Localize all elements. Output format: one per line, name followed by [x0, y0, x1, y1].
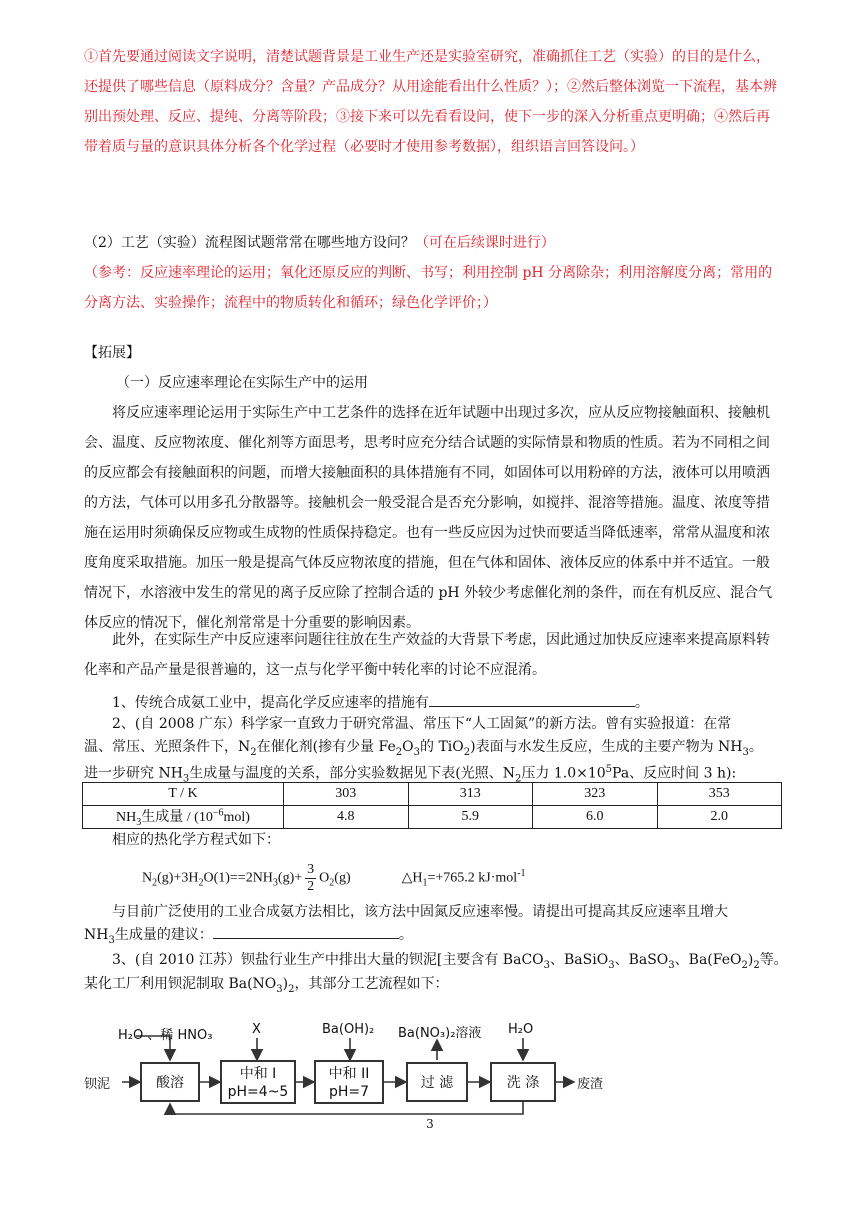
question-2-followup-1: 与目前广泛使用的工业合成氨方法相比，该方法中固氮反应速率慢。请提出可提高其反应速率且增大 — [112, 904, 728, 920]
table-cell: 4.8 — [284, 806, 409, 829]
flow-box-neutralize-2: 中和 II pH=7 — [314, 1060, 384, 1104]
table-cell: 313 — [408, 783, 533, 806]
page-number: 3 — [426, 1117, 434, 1131]
table-cell: 5.9 — [408, 806, 533, 829]
table-cell: 323 — [533, 783, 658, 806]
thermo-intro: 相应的热化学方程式如下： — [112, 832, 280, 848]
table-header-nh3-amount: $NH_3$生成量 / $(10^{-6}mol)$ — [83, 806, 284, 829]
question-2-line-1: 2、(自 2008 广东）科学家一直致力于研究常温、常压下“人工固氮”的新方法。曾有实验报道：在常 — [112, 716, 732, 732]
flow-top-label-product: Ba(NO₃)₂溶液 — [398, 1026, 482, 1041]
answer-blank-2[interactable] — [213, 922, 399, 939]
flow-box-filter: 过 滤 — [406, 1062, 468, 1102]
question-1: 1、传统合成氨工业中，提高化学反应速率的措施有 。 — [112, 690, 649, 715]
nh3-data-table — [82, 782, 782, 829]
extension-heading: 【拓展】 — [84, 345, 140, 361]
question-3-line-1: 3、(自 2010 江苏）钡盐行业生产中排出大量的钡泥[主要含有 BaCO$_3$、BaSiO$_3$、BaSO$_3$、$Ba(FeO_2)_2$等。 — [112, 952, 788, 971]
q2-note: （可在后续课时进行） — [414, 235, 555, 251]
q2-reference: （参考：反应速率理论的运用；氧化还原反应的判断、书写；利用控制 pH 分离除杂；利用溶解度分离；常用的分离方法、实验操作；流程中的物质转化和循环；绿色化学评价；） — [84, 265, 773, 311]
table-cell: 303 — [284, 783, 409, 806]
question-2-line-3: 进一步研究 $NH_3$生成量与温度的关系，部分实验数据见下表(光照、$N_2$压力 $1.0\times 10^5Pa$、反应时间 3 h): — [84, 764, 737, 785]
extension-subheading: （一）反应速率理论在实际生产中的运用 — [116, 375, 368, 391]
extension-paragraph-2: 此外，在实际生产中反应速率问题往往放在生产效益的大背景下考虑，因此通过加快反应速率来提高原料转化率和产品产量是很普遍的，这一点与化学平衡中转化率的讨论不应混淆。 — [84, 632, 770, 678]
extension-paragraph-1: 将反应速率理论运用于实际生产中工艺条件的选择在近年试题中出现过多次，应从反应物接触面积、接触机会、温度、反应物浓度、催化剂等方面思考，思考时应充分结合试题的实际情景和物质的性质。若为不同相之间的反应都会有接触面积的问题，而增大接触面积的具体措施有不同，如固体可以用粉碎的方法，液体可以用喷洒的方法，气体可以用多孔分散器等。接触机会一般受混合是否充分影响，如搅拌、混溶等措施。温度、浓度等措施在运用时须确保反应物或生成物的性质保持稳定。也有一些反应因为过快而要适当降低速率，常常从温度和浓度角度采取措施。加压一般是提高气体反应物浓度的措施，但在气体和固体、液体反应的体系中并不适宜。一般情况下，水溶液中发生的常见的离子反应除了控制合适的 pH 外较少考虑催化剂的条件，而在有机反应、混合气体反应的情况下，催化剂常常是十分重要的影响因素。 — [84, 405, 773, 631]
flow-top-label-water: H₂O — [508, 1022, 534, 1037]
flow-top-label-x: X — [252, 1022, 261, 1037]
q2-label: （2）工艺（实验）流程图试题常常在哪些地方设问？ — [84, 235, 415, 251]
fraction-three-halves: $\frac{3}{2}$ — [307, 861, 315, 894]
question-3-line-2: 某化工厂利用钡泥制取 $Ba(NO_3)_2$，其部分工艺流程如下： — [84, 976, 449, 995]
flow-box-acid-dissolve: 酸溶 — [140, 1062, 200, 1102]
flow-box-neutralize-1: 中和 I pH=4~5 — [220, 1060, 296, 1104]
table-row — [83, 806, 782, 829]
table-row — [83, 783, 782, 806]
answer-blank-1[interactable] — [429, 690, 635, 707]
table-cell: 353 — [657, 783, 782, 806]
table-header-temperature: T / K — [83, 783, 284, 806]
flow-box-wash: 洗 涤 — [490, 1062, 556, 1102]
flow-input-label: 钡泥 — [84, 1077, 111, 1092]
question-2-followup-2: $NH_3$生成量的建议： 。 — [84, 922, 413, 953]
question-2-line-2: 温、常压、光照条件下，$N_2$在催化剂(掺有少量 $Fe_2O_3$的 TiO$_2$)表面与水发生反应，生成的主要产物为 $NH_3$。 — [84, 739, 763, 758]
flow-top-label-baoh2: Ba(OH)₂ — [322, 1022, 375, 1037]
flow-output-label: 废渣 — [577, 1077, 604, 1092]
flow-top-label-acid: H₂O 、稀 HNO₃ — [118, 1028, 213, 1043]
q2-paragraph — [84, 228, 780, 318]
intro-paragraph: ①首先要通过阅读文字说明，清楚试题背景是工业生产还是实验室研究，准确抓住工艺（实验）的目的是什么，还提供了哪些信息（原料成分？含量？产品成分？从用途能看出什么性质？）；②然后整体浏览一下流程，基本辨别出预处理、反应、提纯、分离等阶段；③接下来可以先看看设问，使下一步的深入分析重点更明确；④然后再带着质与量的意识具体分析各个化学过程（必要时才使用参考数据），组织语言回答设问。） — [84, 49, 777, 155]
table-cell: 2.0 — [657, 806, 782, 829]
thermochemical-equation: $N_2(g)+3H_2O(1)==2NH_3(g)+$ $\frac{3}{2}$ $O_2(g)$ $\triangle H_1=+765.2$ kJ·mol$^{-1}$ — [142, 861, 526, 894]
table-cell: 6.0 — [533, 806, 658, 829]
